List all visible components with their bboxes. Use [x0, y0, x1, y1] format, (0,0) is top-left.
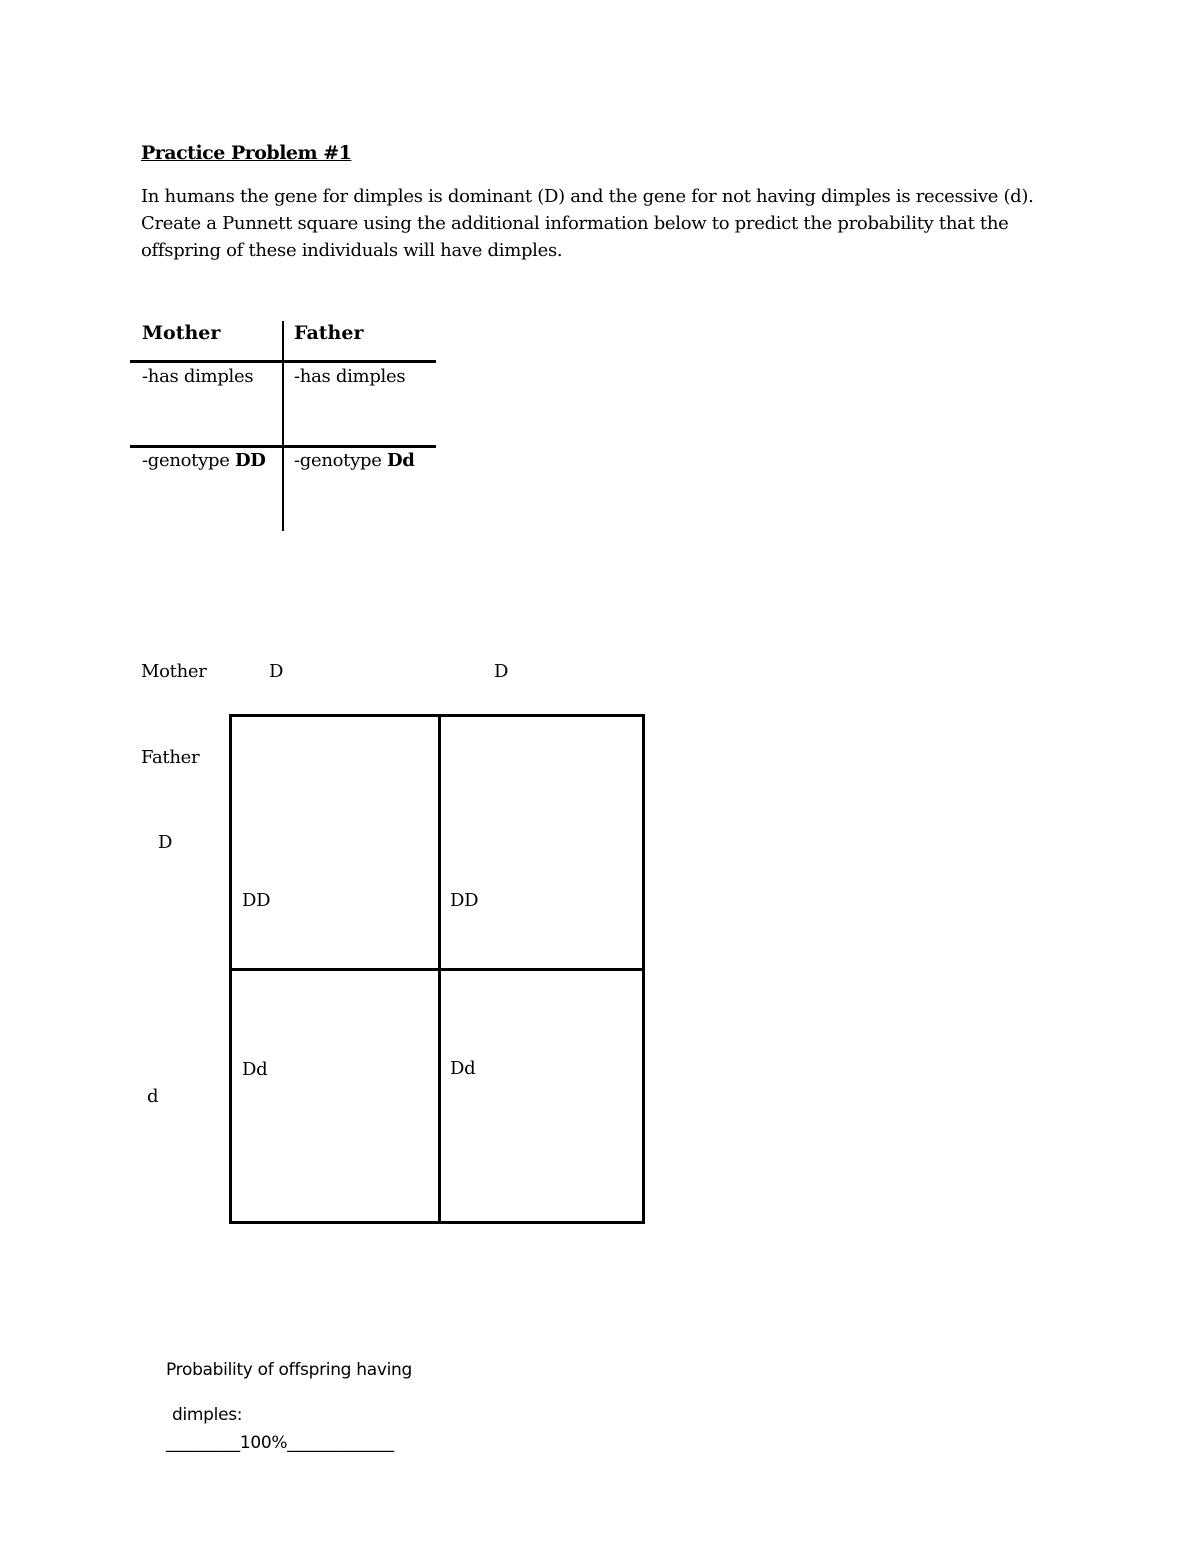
problem-intro — [141, 183, 1034, 264]
intro-line-1: In humans the gene for dimples is dominant (D) and the gene for not having dimples is recessive (d). — [141, 186, 1034, 207]
answer-blank-before: _________ — [166, 1433, 240, 1453]
cell-top-left: DD — [242, 890, 271, 911]
answer-blank-after: _____________ — [287, 1433, 394, 1453]
mother-genotype: -genotype DD — [142, 450, 266, 471]
mother-allele-1: D — [269, 661, 284, 682]
father-phenotype: -has dimples — [294, 366, 406, 387]
cell-bottom-left: Dd — [242, 1059, 268, 1080]
punnett-father-label: Father — [141, 747, 200, 768]
probability-question-cont: dimples: — [172, 1405, 243, 1425]
mother-allele-2: D — [494, 661, 509, 682]
header-mother: Mother — [142, 322, 221, 344]
table-row-divider — [130, 445, 436, 448]
answer-value: 100% — [239, 1433, 288, 1453]
punnett-mother-label: Mother — [141, 661, 207, 682]
intro-line-3: offspring of these individuals will have dimples. — [141, 240, 563, 261]
father-allele-1: D — [158, 832, 173, 853]
table-column-divider — [282, 321, 284, 531]
punnett-square — [229, 714, 645, 1224]
grid-horizontal-divider — [232, 968, 642, 971]
header-father: Father — [294, 322, 364, 344]
intro-line-2: Create a Punnett square using the additional information below to predict the probability that the — [141, 213, 1009, 234]
table-header-divider — [130, 360, 436, 363]
father-genotype: -genotype Dd — [294, 450, 415, 471]
cell-top-right: DD — [450, 890, 479, 911]
father-allele-2: d — [147, 1086, 159, 1107]
probability-answer — [166, 1433, 394, 1453]
cell-bottom-right: Dd — [450, 1058, 476, 1079]
mother-phenotype: -has dimples — [142, 366, 254, 387]
probability-question: Probability of offspring having — [166, 1360, 412, 1380]
problem-title: Practice Problem #1 — [141, 142, 352, 164]
